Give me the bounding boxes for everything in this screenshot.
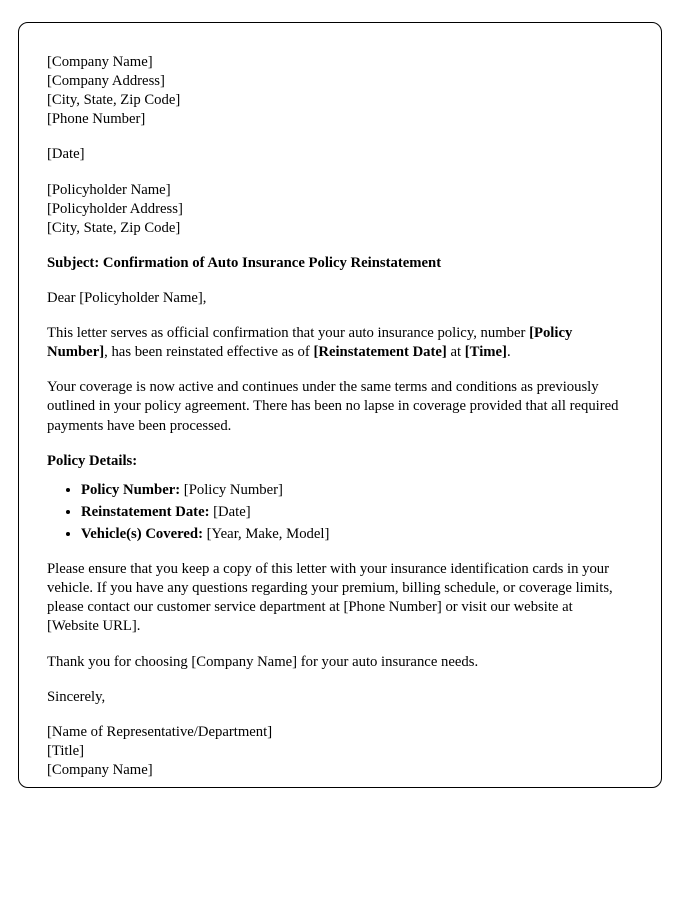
subject-line: Subject: Confirmation of Auto Insurance Policy Reinstatement xyxy=(47,254,442,271)
list-item xyxy=(81,481,623,500)
detail-label-vehicles-covered: Vehicle(s) Covered: xyxy=(81,525,203,542)
signature-block xyxy=(47,723,623,780)
sender-company-address: [Company Address] xyxy=(47,73,165,90)
paragraph-thank-you: Thank you for choosing [Company Name] for your auto insurance needs. xyxy=(47,653,479,670)
sender-city-state-zip: [City, State, Zip Code] xyxy=(47,92,181,109)
detail-value-vehicles-covered: [Year, Make, Model] xyxy=(206,525,330,542)
para1-time: [Time] xyxy=(464,344,507,361)
policy-details-list xyxy=(47,481,623,544)
signature-title: [Title] xyxy=(47,742,84,759)
closing-salutation: Sincerely, xyxy=(47,688,106,705)
recipient-address-block xyxy=(47,181,623,238)
list-item xyxy=(81,525,623,544)
sender-address-block xyxy=(47,53,623,129)
detail-value-policy-number: [Policy Number] xyxy=(183,481,283,498)
sender-company-name: [Company Name] xyxy=(47,54,153,70)
detail-value-reinstatement-date: [Date] xyxy=(213,503,251,520)
date-block xyxy=(47,145,623,164)
recipient-city-state-zip: [City, State, Zip Code] xyxy=(47,219,181,236)
recipient-address: [Policyholder Address] xyxy=(47,200,183,217)
para1-policy-number: [Policy Number] xyxy=(47,325,573,361)
policy-details-heading: Policy Details: xyxy=(47,452,138,469)
list-item xyxy=(81,503,623,522)
paragraph-reinstatement-confirmation xyxy=(47,324,623,362)
detail-label-policy-number: Policy Number: xyxy=(81,481,181,498)
detail-label-reinstatement-date: Reinstatement Date: xyxy=(81,503,210,520)
salutation: Dear [Policyholder Name], xyxy=(47,289,207,306)
paragraph-instructions: Please ensure that you keep a copy of this letter with your insurance identification cards in your vehicle. If you have any questions regarding your premium, billing schedule, or coverage limits, please contact our customer service department at [Phone Number] or visit our website at [Website URL]. xyxy=(47,561,613,635)
para1-part1: This letter serves as official confirmation that your auto insurance policy, number xyxy=(47,325,530,342)
signature-company-name: [Company Name] xyxy=(47,761,153,778)
paragraph-coverage-status: Your coverage is now active and continues under the same terms and conditions as previously outlined in your policy agreement. There has been no lapse in coverage provided that all required payments have been processed. xyxy=(47,379,619,434)
para1-part2: , has been reinstated effective as of xyxy=(104,344,314,361)
letter-page xyxy=(18,22,662,788)
para1-part3: at xyxy=(446,344,465,361)
letter-date: [Date] xyxy=(47,146,85,163)
letter-content xyxy=(19,23,661,800)
signature-representative: [Name of Representative/Department] xyxy=(47,723,273,740)
recipient-name: [Policyholder Name] xyxy=(47,181,171,198)
para1-reinstatement-date: [Reinstatement Date] xyxy=(313,344,447,361)
para1-part4: . xyxy=(506,344,511,361)
sender-phone-number: [Phone Number] xyxy=(47,111,146,128)
